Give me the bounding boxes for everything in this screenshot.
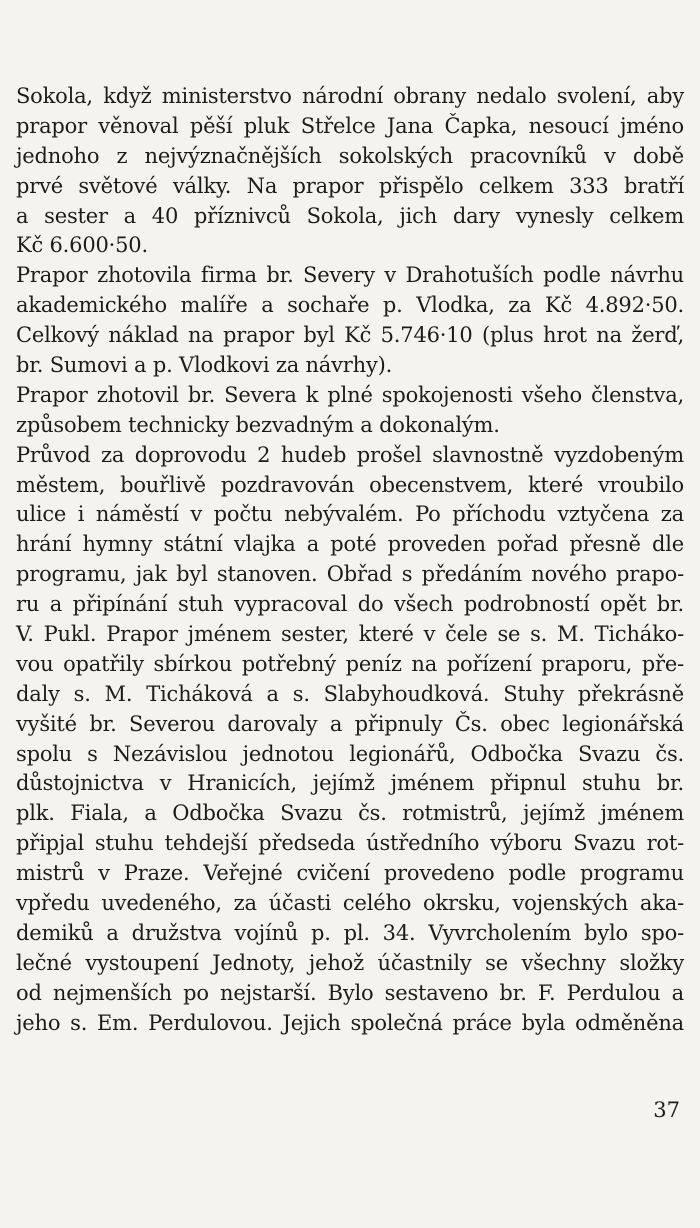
text-line: městem, bouřlivě pozdravován obecenstvem, které vroubilo — [16, 472, 684, 497]
text-line: Kč 6.600·50. — [16, 233, 148, 258]
text-line: od nejmenších po nejstarší. Bylo sestaveno br. F. Perdulou a — [16, 980, 684, 1005]
page-number: 37 — [653, 1098, 680, 1122]
text-line: mistrů v Praze. Veřejné cvičení provedeno podle programu — [16, 861, 684, 886]
text-line: spolu s Nezávislou jednotou legionářů, Odbočka Svazu čs. — [16, 741, 684, 766]
text-line: vou opatřily sbírkou potřebný peníz na pořízení praporu, pře- — [16, 651, 684, 676]
text-line: daly s. M. Ticháková a s. Slabyhoudková. Stuhy překrásně — [16, 681, 684, 706]
text-line: demiků a družstva vojínů p. pl. 34. Vyvrcholením bylo spo- — [16, 920, 684, 945]
text-line: ulice i náměstí v počtu nebývalém. Po příchodu vztyčena za — [16, 502, 684, 527]
body-text — [16, 82, 684, 1039]
text-line: důstojnictva v Hranicích, jejímž jménem připnul stuhu br. — [16, 771, 684, 796]
text-line: Prapor zhotovil br. Severa k plné spokojenosti všeho členstva, — [16, 382, 684, 407]
text-line: Celkový náklad na prapor byl Kč 5.746·10 (plus hrot na žerď, — [16, 323, 684, 348]
text-line: vpředu uvedeného, za účasti celého okrsku, vojenských aka- — [16, 891, 684, 916]
text-line: připjal stuhu tehdejší předseda ústředního výboru Svazu rot- — [16, 831, 684, 856]
text-line: vyšité br. Severou darovaly a připnuly Čs. obec legionářská — [16, 711, 684, 736]
text-line: ru a připínání stuh vypracoval do všech podrobností opět br. — [16, 592, 684, 617]
text-line: hrání hymny státní vlajka a poté proveden pořad přesně dle — [16, 532, 684, 557]
text-line: V. Pukl. Prapor jménem sester, které v čele se s. M. Ticháko- — [16, 622, 684, 647]
text-line: Prapor zhotovila firma br. Severy v Drahotuších podle návrhu — [16, 263, 684, 288]
text-line: prapor věnoval pěší pluk Střelce Jana Čapka, nesoucí jméno — [16, 113, 684, 138]
text-line: akademického malíře a sochaře p. Vlodka, za Kč 4.892·50. — [16, 293, 684, 318]
text-line: jeho s. Em. Perdulovou. Jejich společná práce byla odměněna — [16, 1010, 684, 1035]
text-line: Průvod za doprovodu 2 hudeb prošel slavnostně vyzdobeným — [16, 442, 684, 467]
text-line: jednoho z nejvýznačnějších sokolských pracovníků v době — [16, 143, 684, 168]
text-line: a sester a 40 příznivců Sokola, jich dary vynesly celkem — [16, 203, 684, 228]
text-line: plk. Fiala, a Odbočka Svazu čs. rotmistrů, jejímž jménem — [16, 801, 684, 826]
text-line: Sokola, když ministerstvo národní obrany nedalo svolení, aby — [16, 84, 684, 108]
text-line: lečné vystoupení Jednoty, jehož účastnily se všechny složky — [16, 950, 684, 975]
text-line: způsobem technicky bezvadným a dokonalým. — [16, 412, 500, 437]
text-line: programu, jak byl stanoven. Obřad s předáním nového prapo- — [16, 562, 684, 587]
text-line: prvé světové války. Na prapor přispělo celkem 333 bratří — [16, 173, 684, 198]
text-line: br. Sumovi a p. Vlodkovi za návrhy). — [16, 353, 393, 378]
